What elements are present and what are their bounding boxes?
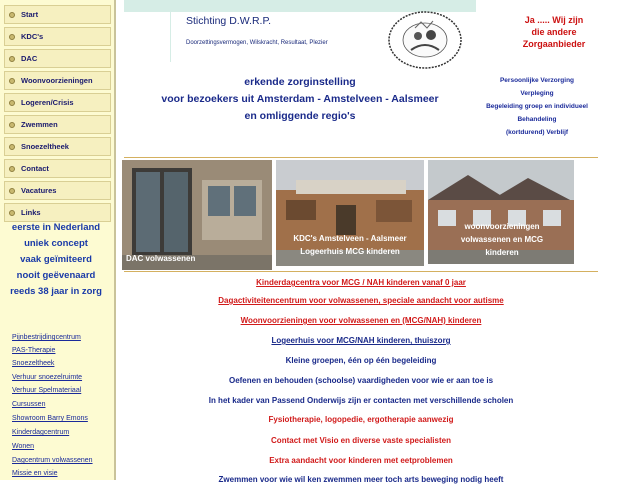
sidebar-link[interactable]: Verhuur Spelmateriaal: [12, 387, 82, 394]
caption-line: woonvoorzieningen: [464, 222, 540, 231]
nav-label: Snoezeltheek: [21, 142, 69, 151]
divider: [124, 157, 598, 158]
divider: [124, 271, 598, 272]
nav-label: Logeren/Crisis: [21, 98, 74, 107]
caption-line: volwassenen en MCG: [460, 235, 544, 244]
nav-label: Start: [21, 10, 39, 19]
nav-label: Zwemmen: [21, 120, 58, 129]
main-text: Contact met Visio en diverse vaste specialisten: [271, 436, 451, 445]
nav-contact[interactable]: [4, 159, 111, 178]
bullet-icon: [9, 78, 15, 84]
photo-dac[interactable]: [122, 160, 272, 270]
sidebar-link[interactable]: PAS-Therapie: [12, 347, 56, 354]
sidebar-link[interactable]: Showroom Barry Emons: [12, 415, 88, 422]
bullet-icon: [9, 100, 15, 106]
sidebar-link[interactable]: Verhuur snoezelruimte: [12, 374, 83, 381]
nav-woonvoorzieningen[interactable]: [4, 71, 111, 90]
main-text: Kleine groepen, één op één begeleiding: [285, 356, 437, 365]
slogans: [0, 220, 112, 300]
photo-kdc[interactable]: [276, 160, 424, 266]
service-item: Verpleging: [520, 90, 554, 97]
header-slogan-line: Ja ..... Wij zijn: [524, 15, 584, 25]
main-text: Zwemmen voor wie wil ken zwemmen meer toch arts beweging nodig heeft: [218, 475, 504, 484]
sidebar-link[interactable]: Missie en visie: [12, 470, 58, 477]
sidebar: [0, 0, 116, 480]
photo-caption: [280, 232, 420, 258]
slogan-line: nooit geëvenaard: [16, 270, 96, 281]
bullet-icon: [9, 122, 15, 128]
main-link[interactable]: Woonvoorzieningen voor volwassenen en (MCG/NAH) kinderen: [240, 316, 482, 325]
nav-label: Vacatures: [21, 186, 57, 195]
caption-line: kinderen: [485, 248, 519, 257]
nav-label: DAC: [21, 54, 38, 63]
intro-line: erkende zorginstelling: [244, 76, 356, 88]
photo-caption: [126, 252, 195, 265]
nav-label: Contact: [21, 164, 49, 173]
caption-line: KDC's Amstelveen - Aalsmeer: [293, 234, 407, 243]
org-tagline: Doorzettingsvermogen, Wilskracht, Resultaat, Plezier: [186, 40, 328, 46]
sidebar-link[interactable]: Pijnbestrijdingcentrum: [12, 334, 81, 341]
caption-line: DAC volwassenen: [126, 254, 196, 263]
photo-woon[interactable]: [428, 160, 574, 264]
header-slogan-line: Zorgaanbieder: [522, 39, 586, 49]
organization-logo: [385, 10, 465, 70]
header-slogan-line: die andere: [531, 27, 577, 37]
nav-label: Woonvoorzieningen: [21, 76, 93, 85]
slogan-line: vaak geïmiteerd: [20, 254, 92, 265]
nav-logeren-crisis[interactable]: [4, 93, 111, 112]
sidebar-link[interactable]: Dagcentrum volwassenen: [12, 457, 93, 464]
nav-dac[interactable]: [4, 49, 111, 68]
slogan-line: eerste in Nederland: [11, 222, 101, 233]
bullet-icon: [9, 34, 15, 40]
sidebar-link[interactable]: Cursussen: [12, 401, 46, 408]
main-text: Extra aandacht voor kinderen met eetproblemen: [269, 456, 453, 465]
main-text: Fysiotherapie, logopedie, ergotherapie aanwezig: [268, 415, 454, 424]
nav-zwemmen[interactable]: [4, 115, 111, 134]
nav-vacatures[interactable]: [4, 181, 111, 200]
nav-start[interactable]: [4, 5, 111, 24]
intro-line: en omliggende regio's: [244, 110, 356, 122]
bullet-icon: [9, 12, 15, 18]
intro-text: [140, 74, 460, 125]
bullet-icon: [9, 56, 15, 62]
header-slogan: [492, 14, 616, 50]
sidebar-link[interactable]: Wonen: [12, 443, 35, 450]
slogan-line: uniek concept: [24, 238, 88, 249]
main-text: In het kader van Passend Onderwijs zijn er contacten met verschillende scholen: [208, 396, 514, 405]
nav-snoezeltheek[interactable]: [4, 137, 111, 156]
photo-caption: [434, 220, 570, 259]
sidebar-link[interactable]: Kinderdagcentrum: [12, 429, 70, 436]
main-link[interactable]: Logeerhuis voor MCG/NAH kinderen, thuiszorg: [271, 336, 451, 345]
service-item: Persoonlijke Verzorging: [499, 77, 575, 84]
main-link[interactable]: Dagactiviteitencentrum voor volwassenen, speciale aandacht voor autisme: [218, 296, 504, 305]
nav-label: KDC's: [21, 32, 44, 41]
services-list: [462, 74, 612, 139]
sidebar-link[interactable]: Snoezeltheek: [12, 360, 55, 367]
nav-label: Links: [21, 208, 41, 217]
bullet-icon: [9, 144, 15, 150]
bullet-icon: [9, 188, 15, 194]
bullet-icon: [9, 210, 15, 216]
bullet-icon: [9, 166, 15, 172]
nav-kdcs[interactable]: [4, 27, 111, 46]
main-link[interactable]: Kinderdagcentra voor MCG / NAH kinderen vanaf 0 jaar: [256, 278, 466, 287]
service-item: Begeleiding groep en individueel: [486, 103, 588, 110]
main-text: Oefenen en behouden (schoolse) vaardigheden voor wie er aan toe is: [228, 376, 494, 385]
intro-line: voor bezoekers uit Amsterdam - Amstelveen - Aalsmeer: [161, 93, 439, 105]
service-item: (kortdurend) Verblijf: [505, 129, 569, 136]
org-title: Stichting D.W.R.P.: [186, 15, 272, 27]
slogan-line: reeds 38 jaar in zorg: [10, 286, 102, 297]
caption-line: Logeerhuis MCG kinderen: [300, 247, 400, 256]
service-item: Behandeling: [517, 116, 557, 123]
